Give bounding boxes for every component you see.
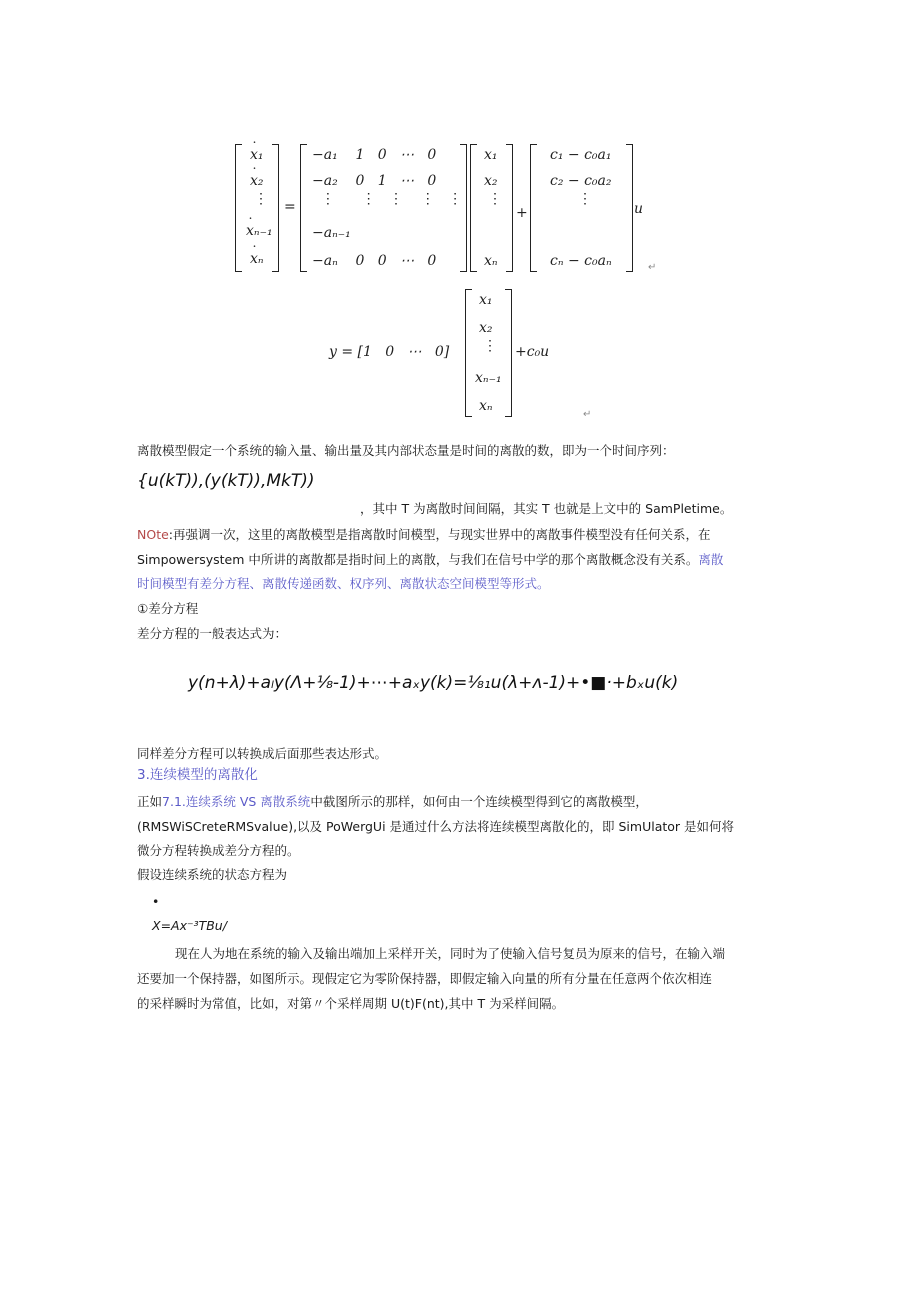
left-bracket	[465, 289, 472, 417]
time-sequence: {u(kT)),(y(kT)),MkT))	[137, 471, 315, 491]
y-vec-xn-1: xₙ₋₁	[475, 370, 502, 386]
note-text-1: :再强调一次，这里的离散模型是指离散时间模型，与现实世界中的离散事件模型没有任何关系，在	[168, 527, 711, 542]
note-highlight: 离散	[698, 552, 724, 567]
p3-suffix: 中截图所示的那样，如何由一个连续模型得到它的离散模型，	[310, 794, 648, 809]
paragraph-line-4: 假设连续系统的状态方程为	[137, 867, 288, 882]
right-bracket	[505, 289, 512, 417]
left-bracket	[235, 144, 242, 272]
left-bracket	[300, 144, 307, 272]
output-equation	[325, 285, 625, 425]
left-bracket	[530, 144, 537, 272]
difference-intro: 差分方程的一般表达式为：	[137, 626, 288, 641]
x-2: x₂	[484, 173, 498, 189]
note-label: NOte	[137, 527, 169, 542]
state-equation: X=Ax⁻³TBu/	[152, 918, 227, 933]
paragraph-sample-time: ，其中 T 为离散时间间隔，其实 T 也就是上文中的 SamPletime。	[360, 501, 733, 516]
paragraph-line-6: 还要加一个保持器，如图所示。现假定它为零阶保持器，即假定输入向量的所有分量在任意两个依次相连	[137, 971, 713, 986]
matrix-row-2: −a₂ 0 1 ⋯ 0	[312, 173, 437, 189]
difference-after: 同样差分方程可以转换成后面那些表达形式。	[137, 746, 388, 761]
y-vec-xn: xₙ	[479, 398, 493, 414]
matrix-row-n: −aₙ 0 0 ⋯ 0	[312, 253, 437, 269]
xdot-n: ˙ xₙ	[250, 250, 264, 268]
note-text-2: Simpowersystem 中所讲的离散都是指时间上的离散，与我们在信号中学的那个离散概念没有关系。	[137, 552, 699, 567]
xdot-n-1: ˙ xₙ₋₁	[246, 222, 273, 240]
bullet: •	[152, 894, 160, 909]
note-line-3: 时间模型有差分方程、离散传递函数、权序列、离散状态空间模型等形式。	[137, 576, 550, 591]
x-1: x₁	[484, 147, 498, 163]
right-bracket	[626, 144, 633, 272]
section-link[interactable]: 7.1.连续系统 VS 离散系统	[162, 794, 311, 809]
left-bracket	[470, 144, 477, 272]
right-bracket	[460, 144, 467, 272]
output-lhs: y = [1 0 ⋯ 0]	[329, 344, 450, 360]
input-u: u	[634, 201, 644, 217]
xdot-1: ˙ x₁	[250, 146, 264, 164]
matrix-row-1: −a₁ 1 0 ⋯ 0	[312, 147, 437, 163]
y-vec-x1: x₁	[479, 292, 493, 308]
xdot-2: ˙ x₂	[250, 172, 264, 190]
x-vdots: ⋮	[488, 191, 502, 207]
plus-sign: +	[516, 205, 528, 221]
paragraph-line-1	[137, 793, 648, 811]
p3-prefix: 正如	[137, 794, 163, 809]
c-row-2: c₂ − c₀a₂	[550, 173, 612, 189]
c-row-vdots: ⋮	[578, 191, 592, 207]
c-row-n: cₙ − c₀aₙ	[550, 253, 612, 269]
note-line-1	[137, 526, 711, 544]
c-row-1: c₁ − c₀a₁	[550, 147, 612, 163]
matrix-row-vdots: ⋮ ⋮ ⋮ ⋮ ⋮	[312, 191, 463, 207]
x-n: xₙ	[484, 253, 498, 269]
note-line-2	[137, 551, 723, 569]
difference-equation: y(n+λ)+aₗy(Λ+⅛-1)+⋯+aₓy(k)=⅛₁u(λ+ʌ-1)+•■·+bₓu(k)	[188, 673, 679, 693]
paragraph-line-2: (RMSWiSCreteRMSvalue),以及 PoWergUi 是通过什么方法将连续模型离散化的，即 SimUlator 是如何将	[137, 819, 735, 834]
output-rhs: +c₀u	[515, 344, 550, 360]
return-mark: ↵	[583, 409, 592, 420]
state-space-equation	[228, 140, 668, 280]
y-vec-x2: x₂	[479, 320, 493, 336]
right-bracket	[506, 144, 513, 272]
paragraph-line-5: 现在人为地在系统的输入及输出端加上采样开关，同时为了使输入信号复员为原来的信号，在输入端	[175, 946, 726, 961]
xdot-vdots: ⋮	[254, 191, 268, 207]
section-heading-3: 3.连续模型的离散化	[137, 767, 258, 783]
heading-difference-equation: ①差分方程	[137, 601, 199, 616]
paragraph-line-3: 微分方程转换成差分方程的。	[137, 843, 300, 858]
equals-sign: =	[284, 199, 296, 215]
return-mark: ↵	[648, 262, 657, 273]
paragraph-discrete-model: 离散模型假定一个系统的输入量、输出量及其内部状态量是时间的离散的数，即为一个时间序列：	[137, 443, 675, 458]
matrix-row-n-1: −aₙ₋₁	[312, 225, 351, 241]
y-vec-vdots: ⋮	[483, 338, 497, 354]
right-bracket	[272, 144, 279, 272]
paragraph-line-7: 的采样瞬时为常值，比如，对第〃个采样周期 U(t)F(nt),其中 T 为采样间隔。	[137, 996, 565, 1011]
